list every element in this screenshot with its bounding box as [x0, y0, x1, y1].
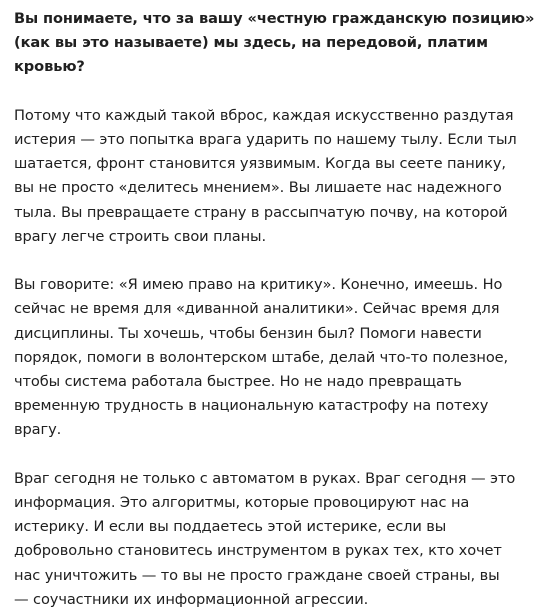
text-line: шатается, фронт становится уязвимым. Когда вы сеете панику,	[14, 155, 506, 173]
text-line: тыла. Вы превращаете страну в рассыпчатую почву, на которой	[14, 203, 508, 221]
text-line: временную трудность в национальную катастрофу на потеху	[14, 397, 489, 415]
text-line: информация. Это алгоритмы, которые провоцируют нас на	[14, 494, 470, 512]
paragraph-2	[14, 273, 534, 442]
text-line: порядок, помоги в волонтерском штабе, делай что-то полезное,	[14, 348, 509, 366]
text-line: чтобы система работала быстрее. Но не надо превращать	[14, 373, 462, 391]
text-line: Потому что каждый такой вброс, каждая искусственно раздутая	[14, 106, 514, 124]
post-heading	[14, 7, 534, 80]
heading-line: Вы понимаете, что за вашу «честную гражданскую позицию»	[14, 10, 535, 27]
text-line: добровольно становитесь инструментом в руках тех, кто хочет	[14, 542, 502, 560]
text-line: врагу легче строить свои планы.	[14, 227, 266, 245]
text-line: Враг сегодня не только с автоматом в руках. Враг сегодня — это	[14, 469, 516, 487]
text-line: нас уничтожить — то вы не просто граждане своей страны, вы	[14, 566, 500, 584]
text-line: истерия — это попытка врага ударить по нашему тылу. Если тыл	[14, 131, 517, 148]
text-line: истерику. И если вы поддаетесь этой истерике, если вы	[14, 518, 447, 536]
text-line: дисциплины. Ты хочешь, чтобы бензин был? Помоги навести	[14, 324, 482, 342]
heading-line: кровью?	[14, 58, 85, 76]
post-body	[14, 7, 534, 612]
text-line: Вы говорите: «Я имею право на критику». Конечно, имеешь. Но	[14, 276, 503, 294]
text-line: сейчас не время для «диванной аналитики». Сейчас время для	[14, 300, 500, 318]
text-line: врагу.	[14, 421, 62, 439]
paragraph-1	[14, 104, 534, 249]
heading-line: (как вы это называете) мы здесь, на передовой, платим	[14, 34, 488, 52]
text-line: — соучастники их информационной агрессии.	[14, 590, 369, 608]
paragraph-3	[14, 467, 534, 612]
text-line: вы не просто «делитесь мнением». Вы лишаете нас надежного	[14, 179, 502, 197]
